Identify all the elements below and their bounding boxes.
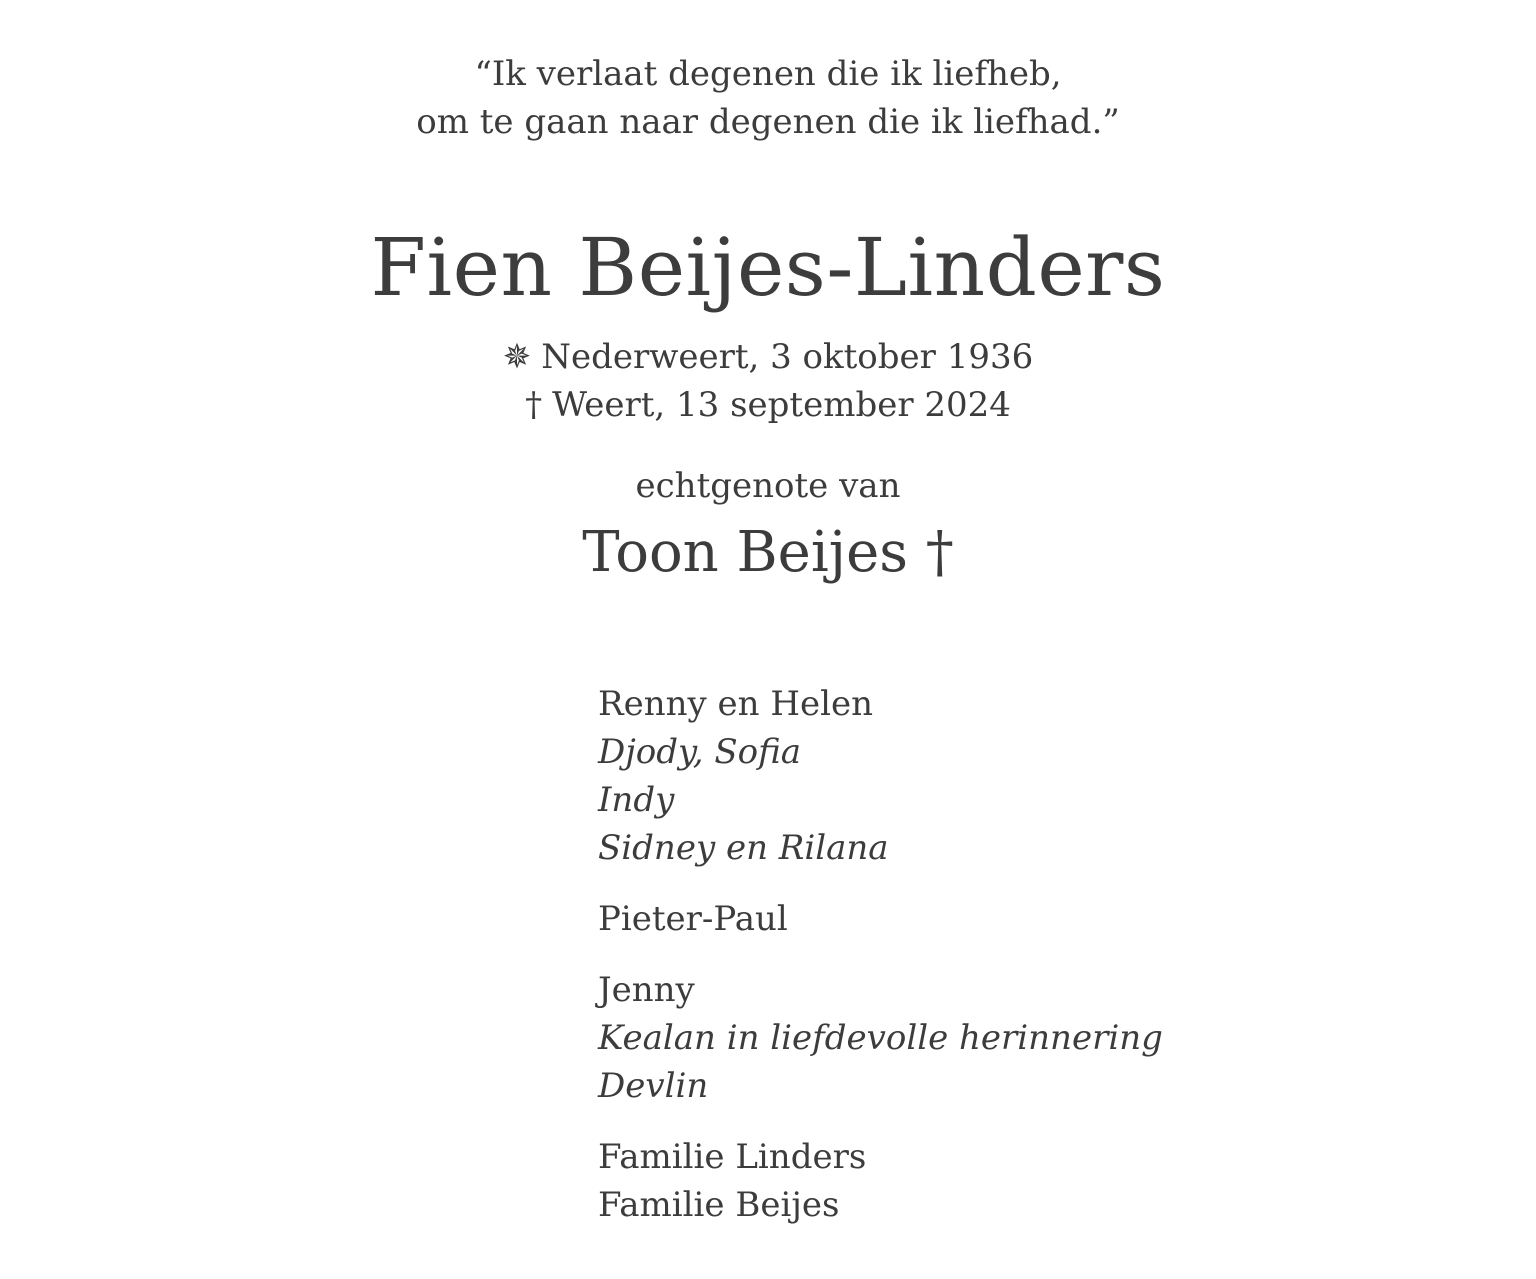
- death-text: Weert, 13 september 2024: [552, 385, 1011, 425]
- family-member: Familie Beijes: [598, 1185, 840, 1225]
- family-member: Jenny: [598, 970, 695, 1010]
- life-dates: [0, 333, 1536, 429]
- grandchild-line: Devlin: [598, 1066, 709, 1106]
- quote-line-1: “Ik verlaat degenen die ik liefheb,: [474, 54, 1062, 94]
- grandchild-line: Kealan in liefdevolle herinnering: [598, 1018, 1163, 1058]
- death-line: [0, 381, 1536, 429]
- family-member: Pieter-Paul: [598, 899, 788, 939]
- spouse-name: Toon Beijes †: [582, 520, 954, 585]
- birth-text: Nederweert, 3 oktober 1936: [541, 337, 1034, 377]
- grandchild-line: Sidney en Rilana: [598, 828, 889, 868]
- cross-icon: †: [525, 385, 543, 425]
- deceased-name: Fien Beijes-Linders: [370, 221, 1166, 314]
- family-group: [598, 966, 1163, 1110]
- quote-line-2: om te gaan naar degenen die ik liefhad.”: [416, 102, 1120, 142]
- opening-quote: [0, 50, 1536, 146]
- family-list: [598, 680, 1163, 1252]
- birth-line: [0, 333, 1536, 381]
- spouse-intro: echtgenote van: [635, 466, 901, 506]
- star-icon: ✵: [502, 337, 532, 377]
- family-group: [598, 680, 1163, 872]
- grandchild-line: Indy: [598, 780, 675, 820]
- family-member: Familie Linders: [598, 1137, 867, 1177]
- family-group: [598, 895, 1163, 943]
- family-member: Renny en Helen: [598, 684, 874, 724]
- grandchild-line: Djody, Sofia: [598, 732, 802, 772]
- family-group: [598, 1133, 1163, 1229]
